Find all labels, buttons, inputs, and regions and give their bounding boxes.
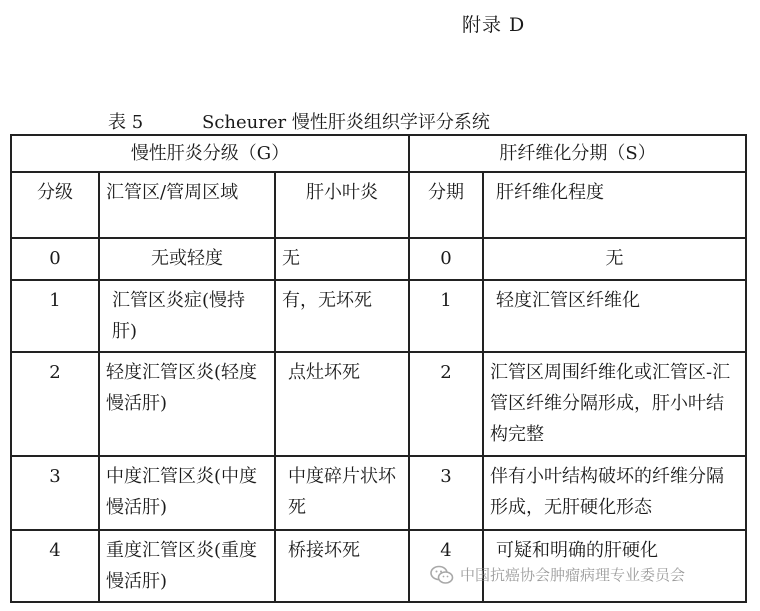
table-caption: [108, 108, 490, 134]
header-lobular: 肝小叶炎: [275, 172, 409, 238]
cell-lobular: 有，无坏死: [275, 280, 409, 352]
cell-portal: 重度汇管区炎(重度慢活肝): [99, 530, 275, 602]
watermark-text: 中国抗癌协会肿瘤病理专业委员会: [460, 566, 686, 584]
table-title: Scheurer 慢性肝炎组织学评分系统: [202, 112, 490, 133]
cell-fibrosis: 可疑和明确的肝硬化: [483, 530, 746, 602]
cell-portal: 轻度汇管区炎(轻度慢活肝): [99, 352, 275, 456]
header-grade-group: 慢性肝炎分级（G）: [11, 135, 409, 172]
wechat-icon: [430, 565, 454, 585]
watermark: [430, 564, 685, 585]
cell-stage: 2: [409, 352, 483, 456]
cell-portal: 汇管区炎症(慢持肝): [99, 280, 275, 352]
cell-lobular: 点灶坏死: [275, 352, 409, 456]
cell-portal: 无或轻度: [99, 238, 275, 280]
cell-fibrosis: 无: [483, 238, 746, 280]
header-grade: 分级: [11, 172, 99, 238]
cell-lobular: 无: [275, 238, 409, 280]
cell-lobular: 中度碎片状坏死: [275, 456, 409, 530]
cell-portal: 中度汇管区炎(中度慢活肝): [99, 456, 275, 530]
scoring-table: [10, 134, 747, 603]
header-fibrosis: 肝纤维化程度: [483, 172, 746, 238]
table-group-header-row: [11, 135, 746, 172]
header-portal: 汇管区/管周区域: [99, 172, 275, 238]
cell-lobular: 桥接坏死: [275, 530, 409, 602]
table-row: [11, 456, 746, 530]
cell-stage: 1: [409, 280, 483, 352]
cell-stage: 0: [409, 238, 483, 280]
header-stage: 分期: [409, 172, 483, 238]
header-stage-group: 肝纤维化分期（S）: [409, 135, 746, 172]
cell-grade: 2: [11, 352, 99, 456]
cell-fibrosis: 汇管区周围纤维化或汇管区-汇管区纤维分隔形成，肝小叶结构完整: [483, 352, 746, 456]
cell-fibrosis: 伴有小叶结构破坏的纤维分隔形成，无肝硬化形态: [483, 456, 746, 530]
table-row: [11, 238, 746, 280]
cell-fibrosis: 轻度汇管区纤维化: [483, 280, 746, 352]
cell-grade: 4: [11, 530, 99, 602]
cell-grade: 3: [11, 456, 99, 530]
table-row: [11, 352, 746, 456]
appendix-title: 附录 D: [462, 14, 526, 36]
table-column-header-row: [11, 172, 746, 238]
cell-stage: 3: [409, 456, 483, 530]
table-number: 表 5: [108, 112, 144, 133]
cell-stage: 4: [409, 530, 483, 602]
table-row: [11, 280, 746, 352]
cell-grade: 1: [11, 280, 99, 352]
cell-grade: 0: [11, 238, 99, 280]
